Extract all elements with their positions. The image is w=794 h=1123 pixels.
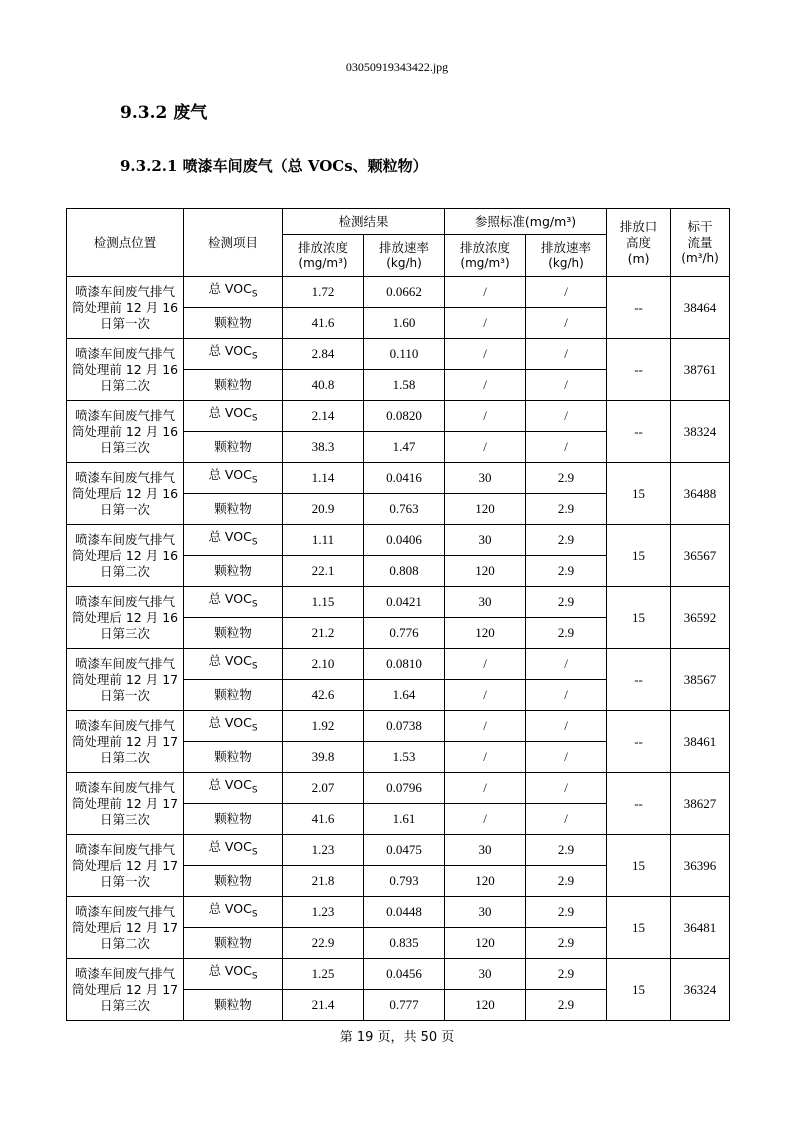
std-conc-cell: 30 bbox=[445, 463, 526, 494]
std-rate-cell: / bbox=[526, 711, 607, 742]
table-row bbox=[67, 277, 730, 308]
rate-cell: 0.0448 bbox=[364, 897, 445, 928]
conc-cell: 20.9 bbox=[283, 494, 364, 525]
height-cell: 15 bbox=[607, 463, 671, 525]
conc-cell: 2.14 bbox=[283, 401, 364, 432]
item-cell: 总 $VOC_S$ bbox=[184, 401, 283, 432]
flow-cell: 38324 bbox=[671, 401, 730, 463]
std-conc-cell: 30 bbox=[445, 959, 526, 990]
conc-cell: 1.11 bbox=[283, 525, 364, 556]
header-item: 检测项目 bbox=[184, 209, 283, 277]
item-cell: 颗粒物 bbox=[184, 804, 283, 835]
std-rate-cell: 2.9 bbox=[526, 494, 607, 525]
std-rate-cell: / bbox=[526, 773, 607, 804]
rate-cell: 1.47 bbox=[364, 432, 445, 463]
location-cell: 喷漆车间废气排气 筒处理后 12 月 17 日第二次 bbox=[67, 897, 184, 959]
header-conc: 排放浓度 (mg/m³) bbox=[283, 235, 364, 277]
flow-cell: 38627 bbox=[671, 773, 730, 835]
std-conc-cell: 120 bbox=[445, 866, 526, 897]
std-rate-cell: 2.9 bbox=[526, 525, 607, 556]
std-conc-cell: / bbox=[445, 711, 526, 742]
std-conc-cell: 120 bbox=[445, 990, 526, 1021]
std-rate-cell: / bbox=[526, 401, 607, 432]
location-cell: 喷漆车间废气排气 筒处理后 12 月 17 日第三次 bbox=[67, 959, 184, 1021]
item-cell: 总 $VOC_S$ bbox=[184, 277, 283, 308]
rate-cell: 0.777 bbox=[364, 990, 445, 1021]
conc-cell: 21.8 bbox=[283, 866, 364, 897]
height-cell: 15 bbox=[607, 835, 671, 897]
rate-cell: 0.0738 bbox=[364, 711, 445, 742]
rate-cell: 0.835 bbox=[364, 928, 445, 959]
flow-cell: 38464 bbox=[671, 277, 730, 339]
item-cell: 颗粒物 bbox=[184, 370, 283, 401]
header-std-rate: 排放速率 (kg/h) bbox=[526, 235, 607, 277]
std-rate-cell: 2.9 bbox=[526, 990, 607, 1021]
std-conc-cell: 30 bbox=[445, 587, 526, 618]
item-cell: 总 $VOC_S$ bbox=[184, 649, 283, 680]
table-row bbox=[67, 897, 730, 928]
std-rate-cell: 2.9 bbox=[526, 959, 607, 990]
std-conc-cell: / bbox=[445, 401, 526, 432]
rate-cell: 0.0456 bbox=[364, 959, 445, 990]
height-cell: 15 bbox=[607, 959, 671, 1021]
rate-cell: 0.763 bbox=[364, 494, 445, 525]
header-standard: 参照标准(mg/m³) bbox=[445, 209, 607, 235]
conc-cell: 1.92 bbox=[283, 711, 364, 742]
height-cell: -- bbox=[607, 401, 671, 463]
emission-table bbox=[66, 208, 730, 1021]
conc-cell: 2.07 bbox=[283, 773, 364, 804]
std-rate-cell: 2.9 bbox=[526, 835, 607, 866]
location-cell: 喷漆车间废气排气 筒处理前 12 月 16 日第一次 bbox=[67, 277, 184, 339]
location-cell: 喷漆车间废气排气 筒处理前 12 月 16 日第二次 bbox=[67, 339, 184, 401]
item-cell: 颗粒物 bbox=[184, 432, 283, 463]
std-conc-cell: 120 bbox=[445, 494, 526, 525]
std-rate-cell: / bbox=[526, 680, 607, 711]
location-cell: 喷漆车间废气排气 筒处理后 12 月 17 日第一次 bbox=[67, 835, 184, 897]
std-conc-cell: 30 bbox=[445, 897, 526, 928]
section-title: 9.3.2 废气 bbox=[120, 103, 208, 123]
table-row bbox=[67, 773, 730, 804]
rate-cell: 1.61 bbox=[364, 804, 445, 835]
conc-cell: 41.6 bbox=[283, 804, 364, 835]
table-row bbox=[67, 959, 730, 990]
location-cell: 喷漆车间废气排气 筒处理后 12 月 16 日第一次 bbox=[67, 463, 184, 525]
item-cell: 颗粒物 bbox=[184, 866, 283, 897]
conc-cell: 41.6 bbox=[283, 308, 364, 339]
item-cell: 总 $VOC_S$ bbox=[184, 525, 283, 556]
item-cell: 总 $VOC_S$ bbox=[184, 959, 283, 990]
conc-cell: 1.23 bbox=[283, 897, 364, 928]
std-conc-cell: / bbox=[445, 773, 526, 804]
flow-cell: 38461 bbox=[671, 711, 730, 773]
header-std-conc: 排放浓度 (mg/m³) bbox=[445, 235, 526, 277]
rate-cell: 0.793 bbox=[364, 866, 445, 897]
header-results: 检测结果 bbox=[283, 209, 445, 235]
height-cell: -- bbox=[607, 773, 671, 835]
item-cell: 总 $VOC_S$ bbox=[184, 463, 283, 494]
image-filename: 03050919343422.jpg bbox=[345, 60, 449, 74]
conc-cell: 22.9 bbox=[283, 928, 364, 959]
height-cell: 15 bbox=[607, 897, 671, 959]
item-cell: 颗粒物 bbox=[184, 618, 283, 649]
table-row bbox=[67, 339, 730, 370]
conc-cell: 1.23 bbox=[283, 835, 364, 866]
rate-cell: 0.0810 bbox=[364, 649, 445, 680]
std-conc-cell: / bbox=[445, 370, 526, 401]
location-cell: 喷漆车间废气排气 筒处理后 12 月 16 日第二次 bbox=[67, 525, 184, 587]
item-cell: 颗粒物 bbox=[184, 308, 283, 339]
item-cell: 总 $VOC_S$ bbox=[184, 587, 283, 618]
rate-cell: 0.110 bbox=[364, 339, 445, 370]
item-cell: 总 $VOC_S$ bbox=[184, 897, 283, 928]
table-row bbox=[67, 711, 730, 742]
flow-cell: 36567 bbox=[671, 525, 730, 587]
std-rate-cell: 2.9 bbox=[526, 897, 607, 928]
std-rate-cell: / bbox=[526, 649, 607, 680]
std-conc-cell: 120 bbox=[445, 928, 526, 959]
rate-cell: 1.53 bbox=[364, 742, 445, 773]
conc-cell: 22.1 bbox=[283, 556, 364, 587]
item-cell: 颗粒物 bbox=[184, 556, 283, 587]
height-cell: -- bbox=[607, 711, 671, 773]
location-cell: 喷漆车间废气排气 筒处理前 12 月 17 日第二次 bbox=[67, 711, 184, 773]
std-rate-cell: 2.9 bbox=[526, 866, 607, 897]
item-cell: 总 $VOC_S$ bbox=[184, 339, 283, 370]
std-rate-cell: / bbox=[526, 370, 607, 401]
std-rate-cell: 2.9 bbox=[526, 587, 607, 618]
rate-cell: 0.0796 bbox=[364, 773, 445, 804]
conc-cell: 1.25 bbox=[283, 959, 364, 990]
rate-cell: 1.64 bbox=[364, 680, 445, 711]
item-cell: 颗粒物 bbox=[184, 990, 283, 1021]
item-cell: 颗粒物 bbox=[184, 494, 283, 525]
std-conc-cell: 30 bbox=[445, 525, 526, 556]
std-conc-cell: / bbox=[445, 680, 526, 711]
table-row bbox=[67, 525, 730, 556]
header-rate: 排放速率 (kg/h) bbox=[364, 235, 445, 277]
item-cell: 颗粒物 bbox=[184, 680, 283, 711]
table-row bbox=[67, 835, 730, 866]
rate-cell: 0.0416 bbox=[364, 463, 445, 494]
flow-cell: 38761 bbox=[671, 339, 730, 401]
page-footer: 第 19 页，共 50 页 bbox=[339, 1030, 455, 1045]
header-height: 排放口 高度 (m) bbox=[607, 209, 671, 277]
height-cell: -- bbox=[607, 277, 671, 339]
rate-cell: 0.776 bbox=[364, 618, 445, 649]
item-cell: 颗粒物 bbox=[184, 928, 283, 959]
item-cell: 总 $VOC_S$ bbox=[184, 773, 283, 804]
std-rate-cell: / bbox=[526, 339, 607, 370]
std-rate-cell: 2.9 bbox=[526, 556, 607, 587]
std-conc-cell: / bbox=[445, 804, 526, 835]
rate-cell: 1.58 bbox=[364, 370, 445, 401]
conc-cell: 42.6 bbox=[283, 680, 364, 711]
item-cell: 总 $VOC_S$ bbox=[184, 711, 283, 742]
table-row bbox=[67, 463, 730, 494]
rate-cell: 0.0820 bbox=[364, 401, 445, 432]
location-cell: 喷漆车间废气排气 筒处理前 12 月 16 日第三次 bbox=[67, 401, 184, 463]
std-conc-cell: 120 bbox=[445, 556, 526, 587]
rate-cell: 1.60 bbox=[364, 308, 445, 339]
height-cell: -- bbox=[607, 339, 671, 401]
rate-cell: 0.808 bbox=[364, 556, 445, 587]
item-cell: 总 $VOC_S$ bbox=[184, 835, 283, 866]
std-rate-cell: 2.9 bbox=[526, 463, 607, 494]
std-conc-cell: / bbox=[445, 339, 526, 370]
conc-cell: 21.2 bbox=[283, 618, 364, 649]
location-cell: 喷漆车间废气排气 筒处理前 12 月 17 日第三次 bbox=[67, 773, 184, 835]
height-cell: 15 bbox=[607, 587, 671, 649]
conc-cell: 1.72 bbox=[283, 277, 364, 308]
flow-cell: 36324 bbox=[671, 959, 730, 1021]
location-cell: 喷漆车间废气排气 筒处理前 12 月 17 日第一次 bbox=[67, 649, 184, 711]
flow-cell: 36396 bbox=[671, 835, 730, 897]
location-cell: 喷漆车间废气排气 筒处理后 12 月 16 日第三次 bbox=[67, 587, 184, 649]
rate-cell: 0.0662 bbox=[364, 277, 445, 308]
height-cell: 15 bbox=[607, 525, 671, 587]
std-rate-cell: / bbox=[526, 804, 607, 835]
header-location: 检测点位置 bbox=[67, 209, 184, 277]
subsection-title: 9.3.2.1 喷漆车间废气（总 VOCs、颗粒物） bbox=[120, 157, 428, 175]
conc-cell: 39.8 bbox=[283, 742, 364, 773]
flow-cell: 36481 bbox=[671, 897, 730, 959]
table-row bbox=[67, 649, 730, 680]
conc-cell: 2.10 bbox=[283, 649, 364, 680]
flow-cell: 36592 bbox=[671, 587, 730, 649]
flow-cell: 36488 bbox=[671, 463, 730, 525]
rate-cell: 0.0406 bbox=[364, 525, 445, 556]
flow-cell: 38567 bbox=[671, 649, 730, 711]
std-rate-cell: / bbox=[526, 432, 607, 463]
std-conc-cell: 30 bbox=[445, 835, 526, 866]
std-conc-cell: / bbox=[445, 277, 526, 308]
conc-cell: 40.8 bbox=[283, 370, 364, 401]
header-flow: 标干 流量 (m³/h) bbox=[671, 209, 730, 277]
std-conc-cell: / bbox=[445, 742, 526, 773]
std-conc-cell: / bbox=[445, 308, 526, 339]
std-rate-cell: 2.9 bbox=[526, 618, 607, 649]
conc-cell: 2.84 bbox=[283, 339, 364, 370]
header-row-1 bbox=[67, 209, 730, 235]
conc-cell: 38.3 bbox=[283, 432, 364, 463]
height-cell: -- bbox=[607, 649, 671, 711]
std-rate-cell: / bbox=[526, 308, 607, 339]
conc-cell: 21.4 bbox=[283, 990, 364, 1021]
conc-cell: 1.15 bbox=[283, 587, 364, 618]
rate-cell: 0.0475 bbox=[364, 835, 445, 866]
std-rate-cell: / bbox=[526, 277, 607, 308]
std-rate-cell: 2.9 bbox=[526, 928, 607, 959]
std-conc-cell: / bbox=[445, 432, 526, 463]
rate-cell: 0.0421 bbox=[364, 587, 445, 618]
std-conc-cell: 120 bbox=[445, 618, 526, 649]
std-conc-cell: / bbox=[445, 649, 526, 680]
table-row bbox=[67, 587, 730, 618]
table-row bbox=[67, 401, 730, 432]
conc-cell: 1.14 bbox=[283, 463, 364, 494]
item-cell: 颗粒物 bbox=[184, 742, 283, 773]
std-rate-cell: / bbox=[526, 742, 607, 773]
